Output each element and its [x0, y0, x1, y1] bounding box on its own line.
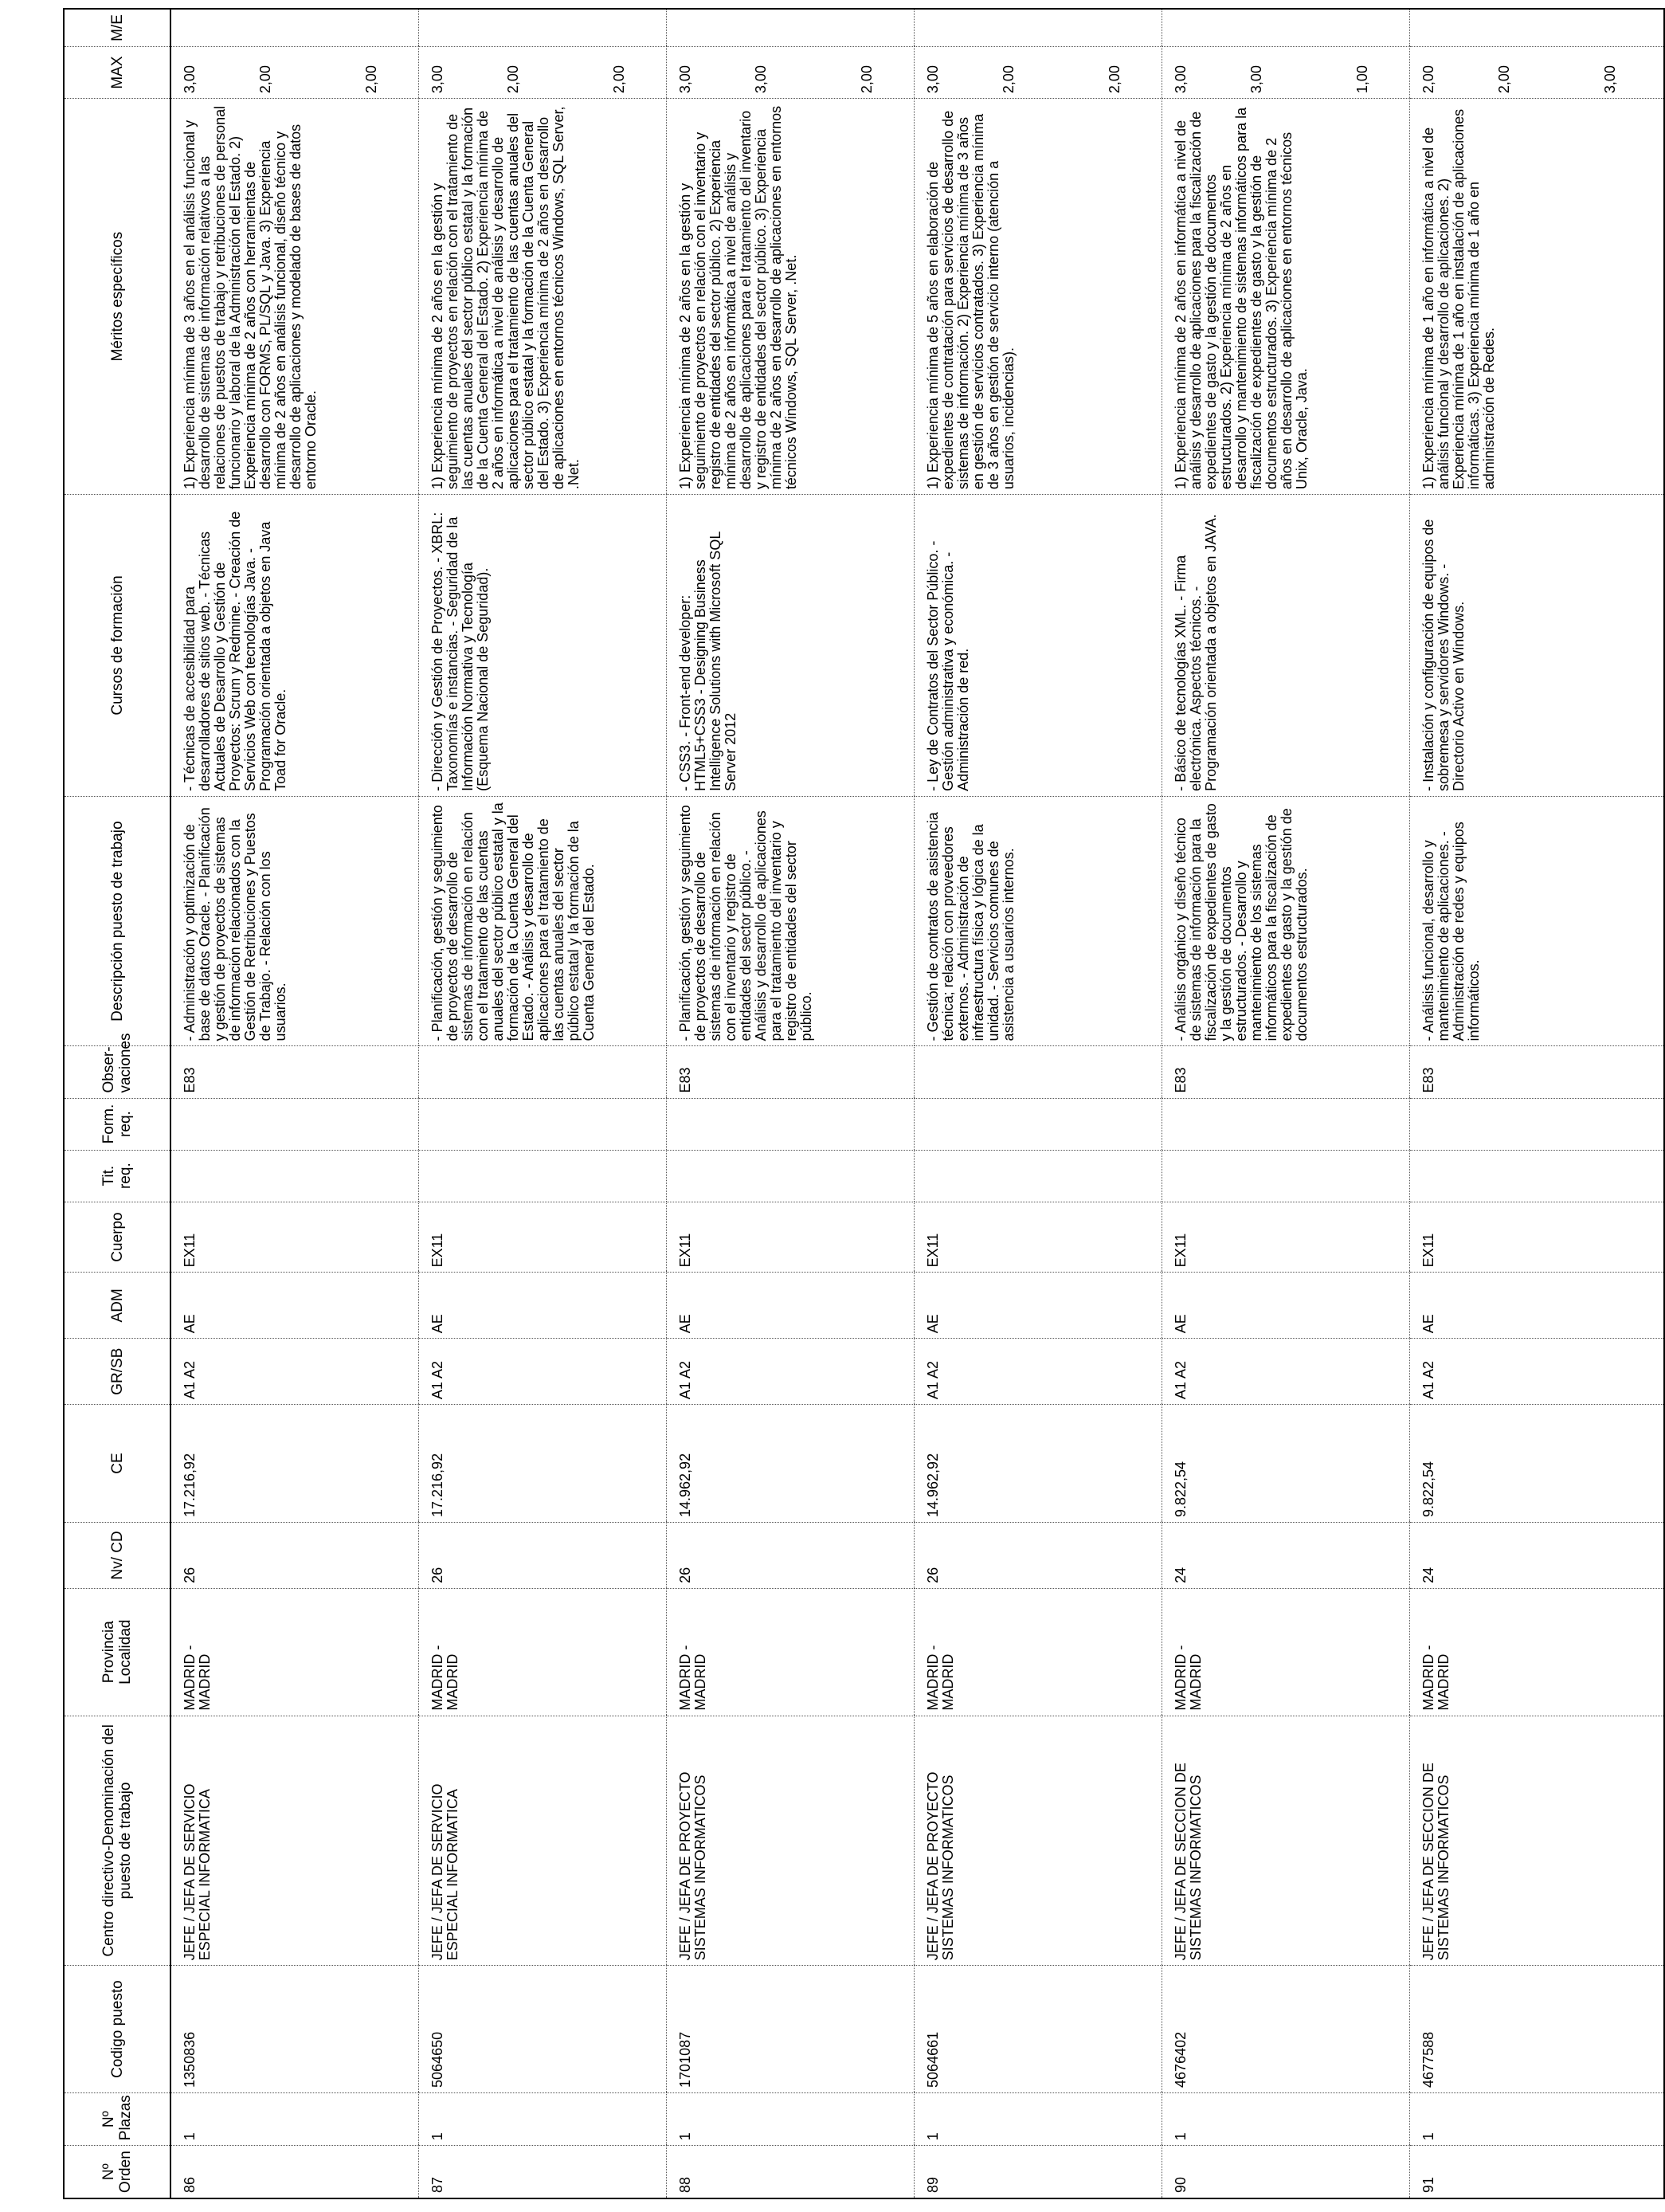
cell-orden: 91 [1410, 2146, 1665, 2198]
header-provincia: Provincia Localidad [64, 1588, 170, 1716]
cell-nivel: 26 [667, 1523, 915, 1589]
cell-nivel: 26 [419, 1523, 667, 1589]
cell-descripcion: - Administración y optimización de base de datos Oracle. - Planificación y gestión de proyectos de sistemas de información relacionados con la Gestión de Retribuciones y Puestos de Trabajo. - Relación con los usuarios. [170, 796, 419, 1046]
cell-orden: 90 [1162, 2146, 1410, 2198]
cell-centro: JEFE / JEFA DE SECCION DE SISTEMAS INFORMATICOS [1410, 1716, 1665, 1966]
cell-adm: AE [170, 1273, 419, 1339]
cell-centro: JEFE / JEFA DE SERVICIO ESPECIAL INFORMATICA [419, 1716, 667, 1966]
cell-max [170, 47, 419, 99]
cell-ce: 9.822,54 [1162, 1405, 1410, 1523]
cell-observaciones: E83 [667, 1046, 915, 1098]
header-nivel: Nv/ CD [64, 1523, 170, 1589]
max-value: 2,00 [611, 65, 627, 94]
max-value: 3,00 [1602, 65, 1618, 94]
header-adm: ADM [64, 1273, 170, 1339]
cell-orden: 89 [915, 2146, 1162, 2198]
max-value: 3,00 [677, 65, 693, 94]
cell-plazas: 1 [1410, 2092, 1665, 2145]
max-value: 3,00 [925, 65, 941, 94]
cell-cursos: - Dirección y Gestión de Proyectos. - XBRL: Taxonomías e instancias. - Seguridad de la Información Normativa y Tecnología (Esquema Nacional de Seguridad). [419, 495, 667, 797]
cell-formacion [170, 1098, 419, 1150]
cell-plazas: 1 [1162, 2092, 1410, 2145]
cell-grupo: A1 A2 [915, 1339, 1162, 1405]
max-value: 3,00 [1173, 65, 1189, 94]
cell-nivel: 24 [1410, 1523, 1665, 1589]
cell-provincia: MADRID - MADRID [170, 1588, 419, 1716]
cell-formacion [915, 1098, 1162, 1150]
cell-codigo: 1350836 [170, 1966, 419, 2093]
header-meritos: Méritos específicos [64, 99, 170, 495]
cell-ce: 14.962,92 [915, 1405, 1162, 1523]
header-cursos: Cursos de formación [64, 495, 170, 797]
cell-provincia: MADRID - MADRID [915, 1588, 1162, 1716]
table-row [1410, 9, 1665, 2198]
cell-ce: 17.216,92 [419, 1405, 667, 1523]
max-value: 2,00 [363, 65, 379, 94]
header-formacion: Form. req. [64, 1098, 170, 1150]
cell-cursos: - Técnicas de accesibilidad para desarrolladores de sitios web. - Técnicas Actuales de Desarrollo y Gestión de Proyectos: Scrum y Redmine. - Creación de Servicios Web con tecnologías Java. - Programación orientada a objetos en Java Toad for Oracle. [170, 495, 419, 797]
cell-codigo: 4676402 [1162, 1966, 1410, 2093]
cell-cuerpo: EX11 [419, 1202, 667, 1273]
table-row [1162, 9, 1410, 2198]
header-codigo: Codigo puesto [64, 1966, 170, 2093]
cell-max [419, 47, 667, 99]
cell-plazas: 1 [667, 2092, 915, 2145]
cell-meritos: 1) Experiencia mínima de 2 años en la gestión y seguimiento de proyectos en relación con el tratamiento de las cuentas anuales del sector público estatal y la formación de la Cuenta General del Estado. 2) Experiencia mínima de 2 años en informática a nivel de análisis y desarrollo de aplicaciones para el tratamiento de las cuentas anuales del sector público estatal y la formación de la Cuenta General del Estado. 3) Experiencia mínima de 2 años en desarrollo de aplicaciones en entornos técnicos Windows, SQL Server, .Net. [419, 99, 667, 495]
cell-max [667, 47, 915, 99]
cell-nivel: 24 [1162, 1523, 1410, 1589]
cell-centro: JEFE / JEFA DE PROYECTO SISTEMAS INFORMATICOS [667, 1716, 915, 1966]
cell-plazas: 1 [915, 2092, 1162, 2145]
cell-me [1410, 9, 1665, 47]
table-header-row [64, 9, 170, 2198]
cell-descripcion: - Gestión de contratos de asistencia técnica; relación con proveedores externos. - Administración de infraestructura física y lógica de la unidad. - Servicios comunes de asistencia a usuarios internos. [915, 796, 1162, 1046]
cell-titulacion [1162, 1150, 1410, 1202]
header-descripcion: Descripción puesto de trabajo [64, 796, 170, 1046]
cell-centro: JEFE / JEFA DE PROYECTO SISTEMAS INFORMATICOS [915, 1716, 1162, 1966]
table-row [915, 9, 1162, 2198]
cell-titulacion [170, 1150, 419, 1202]
max-value: 3,00 [182, 65, 198, 94]
max-value: 2,00 [1107, 65, 1122, 94]
cell-titulacion [667, 1150, 915, 1202]
table-row [667, 9, 915, 2198]
max-value: 3,00 [753, 65, 769, 94]
cell-descripcion: - Planificación, gestión y seguimiento de proyectos de desarrollo de sistemas de información en relación con el inventario y registro de entidades del sector público. - Análisis y desarrollo de aplicaciones para el tratamiento del inventario y registro de entidades del sector público. [667, 796, 915, 1046]
cell-formacion [1410, 1098, 1665, 1150]
cell-orden: 86 [170, 2146, 419, 2198]
job-positions-table [63, 8, 1665, 2199]
cell-provincia: MADRID - MADRID [667, 1588, 915, 1716]
max-value: 1,00 [1354, 65, 1370, 94]
cell-adm: AE [1410, 1273, 1665, 1339]
max-value: 2,00 [1420, 65, 1436, 94]
cell-me [419, 9, 667, 47]
max-value: 2,00 [1496, 65, 1512, 94]
max-value: 3,00 [1248, 65, 1264, 94]
cell-provincia: MADRID - MADRID [419, 1588, 667, 1716]
cell-formacion [667, 1098, 915, 1150]
header-ce: CE [64, 1405, 170, 1523]
cell-titulacion [1410, 1150, 1665, 1202]
cell-grupo: A1 A2 [1410, 1339, 1665, 1405]
cell-provincia: MADRID - MADRID [1410, 1588, 1665, 1716]
cell-cuerpo: EX11 [1410, 1202, 1665, 1273]
cell-adm: AE [667, 1273, 915, 1339]
cell-meritos: 1) Experiencia mínima de 2 años en la gestión y seguimiento de proyectos en relación con el inventario y registro de entidades del sector público. 2) Experiencia mínima de 2 años en informática a nivel de análisis y desarrollo de aplicaciones para el tratamiento del inventario y registro de entidades del sector público. 3) Experiencia mínima de 2 años en desarrollo de aplicaciones en entornos técnicos Windows, SQL Server, .Net. [667, 99, 915, 495]
cell-formacion [1162, 1098, 1410, 1150]
header-max: MAX [64, 47, 170, 99]
cell-meritos: 1) Experiencia mínima de 2 años en informática a nivel de análisis y desarrollo de aplicaciones para la fiscalización de expedientes de gasto y la gestión de documentos estructurados. 2) Experiencia mínima de 2 años en desarrollo y mantenimiento de sistemas informáticos para la fiscalización de expedientes de gasto y la gestión de documentos estructurados. 3) Experiencia mínima de 2 años en desarrollo de aplicaciones en entornos técnicos Unix, Oracle, Java. [1162, 99, 1410, 495]
cell-me [170, 9, 419, 47]
cell-meritos: 1) Experiencia mínima de 5 años en elaboración de expedientes de contratación para servicios de desarrollo de sistemas de información. 2) Experiencia mínima de 3 años en gestión de servicios contratados. 3) Experiencia mínima de 3 años en gestión de servicio interno (atención a usuarios, incidencias). [915, 99, 1162, 495]
cell-meritos: 1) Experiencia mínima de 3 años en el análisis funcional y desarrollo de sistemas de información relativos a las relaciones de puestos de trabajo y retribuciones de personal funcionario y laboral de la Administración del Estado. 2) Experiencia mínima de 2 años con herramientas de desarrollo con FORMS, PL/SQL y Java. 3) Experiencia mínima de 2 años en análisis funcional, diseño técnico y desarrollo de aplicaciones y modelado de bases de datos entorno Oracle. [170, 99, 419, 495]
cell-codigo: 5064650 [419, 1966, 667, 2093]
header-titulacion: Tit. req. [64, 1150, 170, 1202]
cell-orden: 88 [667, 2146, 915, 2198]
table-row [170, 9, 419, 2198]
header-cuerpo: Cuerpo [64, 1202, 170, 1273]
header-centro: Centro directivo-Denominación del puesto de trabajo [64, 1716, 170, 1966]
max-value: 2,00 [257, 65, 273, 94]
cell-observaciones [915, 1046, 1162, 1098]
cell-centro: JEFE / JEFA DE SECCION DE SISTEMAS INFORMATICOS [1162, 1716, 1410, 1966]
cell-grupo: A1 A2 [419, 1339, 667, 1405]
cell-formacion [419, 1098, 667, 1150]
cell-centro: JEFE / JEFA DE SERVICIO ESPECIAL INFORMATICA [170, 1716, 419, 1966]
table-row [419, 9, 667, 2198]
cell-ce: 9.822,54 [1410, 1405, 1665, 1523]
header-grupo: GR/SB [64, 1339, 170, 1405]
max-value: 2,00 [859, 65, 875, 94]
cell-ce: 14.962,92 [667, 1405, 915, 1523]
cell-provincia: MADRID - MADRID [1162, 1588, 1410, 1716]
cell-cuerpo: EX11 [667, 1202, 915, 1273]
max-value: 2,00 [505, 65, 521, 94]
cell-nivel: 26 [915, 1523, 1162, 1589]
cell-me [667, 9, 915, 47]
cell-ce: 17.216,92 [170, 1405, 419, 1523]
cell-observaciones: E83 [170, 1046, 419, 1098]
cell-cursos: - CSS3. - Front-end developer: HTML5+CSS3 - Designing Business Intelligence Solutions with Microsoft SQL Server 2012 [667, 495, 915, 797]
cell-cursos: - Instalación y configuración de equipos de sobremesa y servidores Windows. - Directorio Activo en Windows. [1410, 495, 1665, 797]
cell-me [1162, 9, 1410, 47]
max-value: 2,00 [1001, 65, 1017, 94]
cell-descripcion: - Análisis funcional, desarrollo y mantenimiento de aplicaciones. - Administración de redes y equipos informáticos. [1410, 796, 1665, 1046]
cell-observaciones: E83 [1410, 1046, 1665, 1098]
cell-cuerpo: EX11 [1162, 1202, 1410, 1273]
cell-titulacion [419, 1150, 667, 1202]
cell-adm: AE [1162, 1273, 1410, 1339]
cell-cursos: - Básico de tecnologías XML. - Firma electrónica. Aspectos técnicos. - Programación orientada a objetos en JAVA. [1162, 495, 1410, 797]
cell-cuerpo: EX11 [170, 1202, 419, 1273]
rotated-table-container [63, 8, 1618, 2199]
cell-codigo: 1701087 [667, 1966, 915, 2093]
cell-codigo: 4677588 [1410, 1966, 1665, 2093]
cell-codigo: 5064661 [915, 1966, 1162, 2093]
cell-grupo: A1 A2 [170, 1339, 419, 1405]
cell-grupo: A1 A2 [667, 1339, 915, 1405]
cell-observaciones: E83 [1162, 1046, 1410, 1098]
max-value: 3,00 [429, 65, 445, 94]
table-body [170, 9, 1664, 2198]
cell-adm: AE [419, 1273, 667, 1339]
header-plazas: Nº Plazas [64, 2092, 170, 2145]
header-observaciones: Obser-vaciones [64, 1046, 170, 1098]
cell-max [1410, 47, 1665, 99]
cell-observaciones [419, 1046, 667, 1098]
cell-cuerpo: EX11 [915, 1202, 1162, 1273]
cell-max [1162, 47, 1410, 99]
cell-plazas: 1 [170, 2092, 419, 2145]
cell-titulacion [915, 1150, 1162, 1202]
cell-orden: 87 [419, 2146, 667, 2198]
cell-adm: AE [915, 1273, 1162, 1339]
cell-descripcion: - Planificación, gestión y seguimiento de proyectos de desarrollo de sistemas de información en relación con el tratamiento de las cuentas anuales del sector público estatal y la formación de la Cuenta General del Estado. - Análisis y desarrollo de aplicaciones para el tratamiento de las cuentas anuales del sector público estatal y la formación de la Cuenta General del Estado. [419, 796, 667, 1046]
header-me: M/E [64, 9, 170, 47]
cell-cursos: - Ley de Contratos del Sector Público. - Gestión administrativa y económica. - Administración de red. [915, 495, 1162, 797]
cell-meritos: 1) Experiencia mínima de 1 año en informática a nivel de análisis funcional y desarrollo de aplicaciones. 2) Experiencia mínima de 1 año en instalación de aplicaciones informáticas. 3) Experiencia mínima de 1 año en administración de Redes. [1410, 99, 1665, 495]
cell-nivel: 26 [170, 1523, 419, 1589]
cell-descripcion: - Análisis orgánico y diseño técnico de sistemas de información para la fiscalización de expedientes de gasto y la gestión de documentos estructurados. - Desarrollo y mantenimiento de los sistemas informáticos para la fiscalización de expedientes de gasto y la gestión de documentos estructurados. [1162, 796, 1410, 1046]
cell-plazas: 1 [419, 2092, 667, 2145]
header-orden: Nº Orden [64, 2146, 170, 2198]
cell-max [915, 47, 1162, 99]
cell-me [915, 9, 1162, 47]
cell-grupo: A1 A2 [1162, 1339, 1410, 1405]
